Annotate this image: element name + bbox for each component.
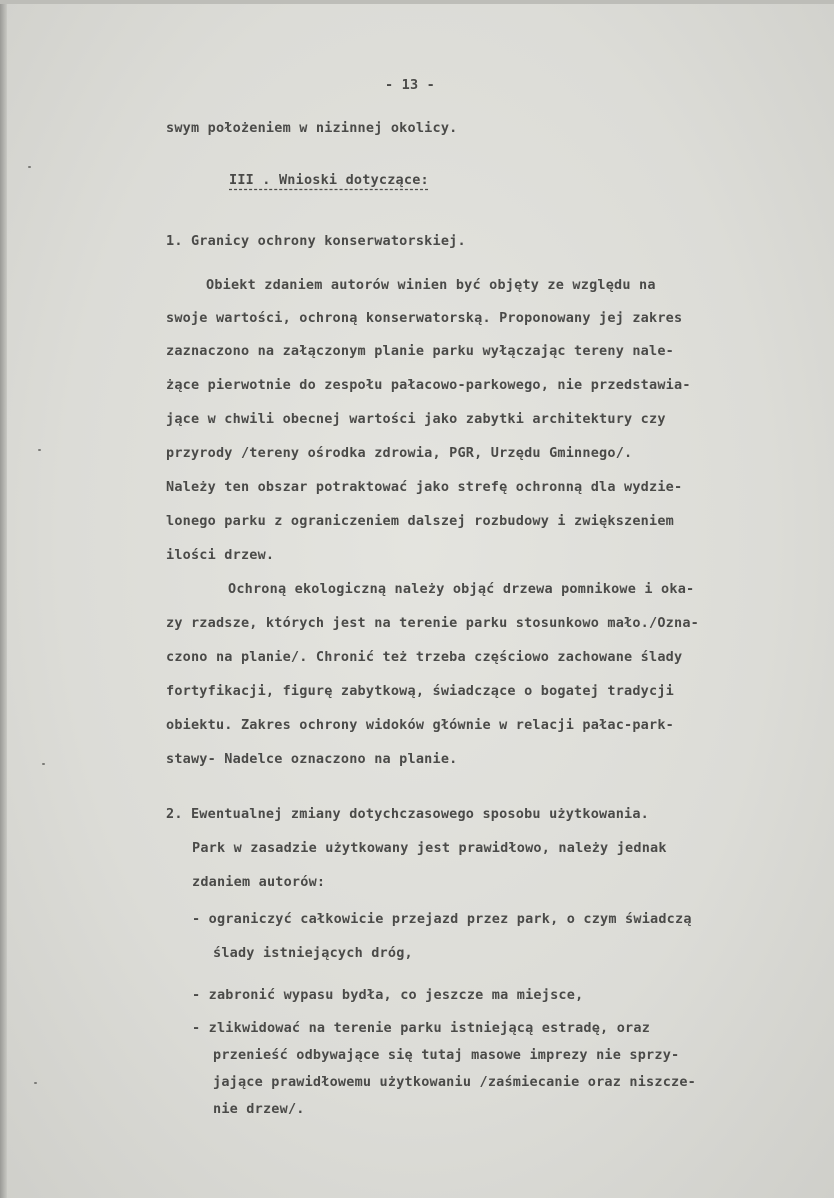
text-line: czono na planie/. Chronić też trzeba częściowo zachowane ślady [166,649,683,665]
scan-edge-top [0,0,834,4]
list-item: - ograniczyć całkowicie przejazd przez park, o czym świadczą [192,911,692,927]
text-line: przenieść odbywające się tutaj masowe imprezy nie sprzy- [213,1047,680,1063]
text-line: żące pierwotnie do zespołu pałacowo-parkowego, nie przedstawia- [166,377,691,393]
text-line: swym położeniem w nizinnej okolicy. [166,120,458,136]
text-line: Należy ten obszar potraktować jako strefę ochronną dla wydzie- [166,479,683,495]
text-line: Park w zasadzie użytkowany jest prawidłowo, należy jednak [192,840,667,856]
scan-edge-left [0,0,7,1198]
text-line: zy rzadsze, których jest na terenie parku stosunkowo mało./Ozna- [166,615,699,631]
scan-speck [42,763,45,765]
text-line: zaznaczono na załączonym planie parku wyłączając tereny nale- [166,343,674,359]
text-line: Ochroną ekologiczną należy objąć drzewa pomnikowe i oka- [228,581,695,597]
text-line: stawy- Nadelce oznaczono na planie. [166,751,458,767]
page-number: - 13 - [385,77,435,93]
text-line: swoje wartości, ochroną konserwatorską. Proponowany jej zakres [166,310,683,326]
text-line: przyrody /tereny ośrodka zdrowia, PGR, Urzędu Gminnego/. [166,445,633,461]
text-line: nie drzew/. [213,1101,305,1117]
text-line: fortyfikacji, figurę zabytkową, świadczące o bogatej tradycji [166,683,674,699]
text-line: zdaniem autorów: [192,874,326,890]
text-line: Obiekt zdaniem autorów winien być objęty ze względu na [206,277,656,293]
subsection-heading: 2. Ewentualnej zmiany dotychczasowego sposobu użytkowania. [166,806,650,822]
scan-speck [38,449,41,451]
scan-speck [34,1082,37,1084]
scan-speck [28,166,31,168]
text-line: jające prawidłowemu użytkowaniu /zaśmiecanie oraz niszcze- [213,1074,697,1090]
text-line: lonego parku z ograniczeniem dalszej rozbudowy i zwiększeniem [166,513,674,529]
list-item: - zlikwidować na terenie parku istniejącą estradę, oraz [192,1020,651,1036]
text-line: jące w chwili obecnej wartości jako zabytki architektury czy [166,411,666,427]
text-line: ilości drzew. [166,547,275,563]
text-line: ślady istniejących dróg, [213,945,413,961]
list-item: - zabronić wypasu bydła, co jeszcze ma miejsce, [192,987,584,1003]
subsection-heading: 1. Granicy ochrony konserwatorskiej. [166,233,466,249]
text-line: obiektu. Zakres ochrony widoków głównie w relacji pałac-park- [166,717,674,733]
section-heading: III . Wnioski dotyczące: [229,172,429,188]
